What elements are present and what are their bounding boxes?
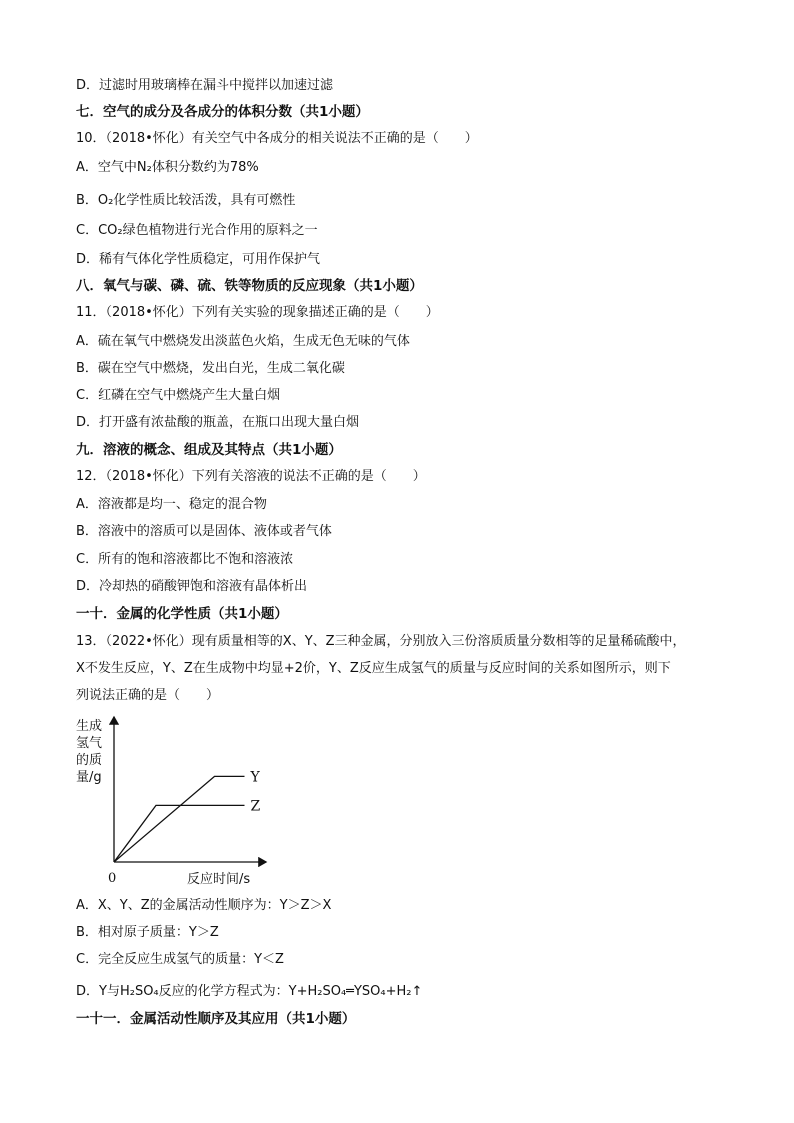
question-13-option-c: C．完全反应生成氢气的质量：Y＜Z	[76, 952, 284, 967]
y-axis-label-line: 生成	[76, 719, 103, 734]
question-13-stem-line3: 列说法正确的是（ ）	[76, 688, 220, 703]
question-12-stem: 12．（2018•怀化）下列有关溶液的说法不正确的是（ ）	[76, 469, 426, 484]
question-11-option-b: B．碳在空气中燃烧，发出白光，生成二氧化碳	[76, 361, 345, 376]
question-12-option-c: C．所有的饱和溶液都比不饱和溶液浓	[76, 552, 294, 567]
y-axis-label	[76, 718, 102, 785]
y-axis-label-line: 氢气	[76, 736, 103, 751]
origin-label: 0	[108, 871, 117, 886]
series-label-y: Y	[250, 769, 260, 786]
question-13-stem-line1: 13．（2022•怀化）现有质量相等的X、Y、Z三种金属，分别放入三份溶质质量分数相等的足量稀硫酸中，	[76, 634, 686, 649]
question-11-option-d: D．打开盛有浓盐酸的瓶盖，在瓶口出现大量白烟	[76, 415, 360, 430]
question-11-option-a: A．硫在氧气中燃烧发出淡蓝色火焰，生成无色无味的气体	[76, 334, 410, 349]
option-d-q9: D．过滤时用玻璃棒在漏斗中搅拌以加速过滤	[76, 78, 334, 93]
series-group	[114, 769, 261, 862]
section-heading-7: 七．空气的成分及各成分的体积分数（共1小题）	[76, 104, 369, 120]
question-13-stem-line2: X不发生反应，Y、Z在生成物中均显+2价，Y、Z反应生成氢气的质量与反应时间的关系如图所示，则下	[76, 661, 671, 676]
section-heading-10: 一十．金属的化学性质（共1小题）	[76, 606, 288, 622]
question-10-option-a: A．空气中N₂体积分数约为78%	[76, 160, 259, 175]
question-13-option-d: D．Y与H₂SO₄反应的化学方程式为：Y+H₂SO₄═YSO₄+H₂↑	[76, 984, 423, 999]
question-13-option-a: A．X、Y、Z的金属活动性顺序为：Y＞Z＞X	[76, 898, 332, 913]
series-line-z	[114, 805, 245, 862]
question-12-option-d: D．冷却热的硝酸钾饱和溶液有晶体析出	[76, 579, 308, 594]
question-12-option-a: A．溶液都是均一、稳定的混合物	[76, 497, 267, 512]
chart-svg	[72, 712, 292, 894]
question-11-stem: 11．（2018•怀化）下列有关实验的现象描述正确的是（ ）	[76, 305, 439, 320]
section-heading-11: 一十一．金属活动性顺序及其应用（共1小题）	[76, 1011, 356, 1027]
section-heading-8: 八．氧气与碳、磷、硫、铁等物质的反应现象（共1小题）	[76, 278, 423, 294]
section-heading-9: 九．溶液的概念、组成及其特点（共1小题）	[76, 442, 342, 458]
question-11-option-c: C．红磷在空气中燃烧产生大量白烟	[76, 388, 281, 403]
y-axis-label-line: 量/g	[76, 770, 102, 785]
hydrogen-mass-chart	[72, 712, 292, 894]
question-12-option-b: B．溶液中的溶质可以是固体、液体或者气体	[76, 524, 332, 539]
y-axis-label-line: 的质	[76, 753, 103, 768]
series-line-y	[114, 776, 245, 862]
question-10-stem: 10．（2018•怀化）有关空气中各成分的相关说法不正确的是（ ）	[76, 131, 478, 146]
series-label-z: Z	[250, 798, 261, 815]
question-10-option-c: C．CO₂绿色植物进行光合作用的原料之一	[76, 223, 318, 238]
question-10-option-d: D．稀有气体化学性质稳定，可用作保护气	[76, 252, 321, 267]
question-13-option-b: B．相对原子质量：Y＞Z	[76, 925, 219, 940]
x-axis-label: 反应时间/s	[187, 872, 251, 887]
question-10-option-b: B．O₂化学性质比较活泼，具有可燃性	[76, 193, 296, 208]
